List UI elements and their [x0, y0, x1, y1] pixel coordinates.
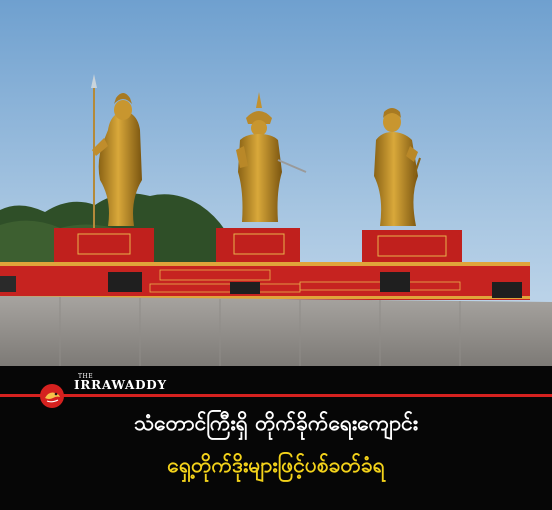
brand-prefix: THE: [78, 373, 94, 380]
right-plinth: [362, 230, 462, 262]
stone-wall: [0, 296, 552, 366]
left-plinth: [54, 228, 154, 262]
brand-name: IRRAWADDY: [74, 378, 167, 392]
headline-line-2: ရှေ့တိုက်ဒိုးများဖြင့်ပစ်ခတ်ခံရ: [167, 453, 385, 477]
headline-line-1: သံတောင်ကြီးရှိ တိုက်ခိုက်ရေးကျောင်း: [133, 411, 419, 435]
center-plinth: [216, 228, 300, 262]
brand-accent-line: [0, 394, 552, 397]
red-base: [0, 262, 530, 300]
irrawaddy-logo-icon: [39, 383, 65, 409]
